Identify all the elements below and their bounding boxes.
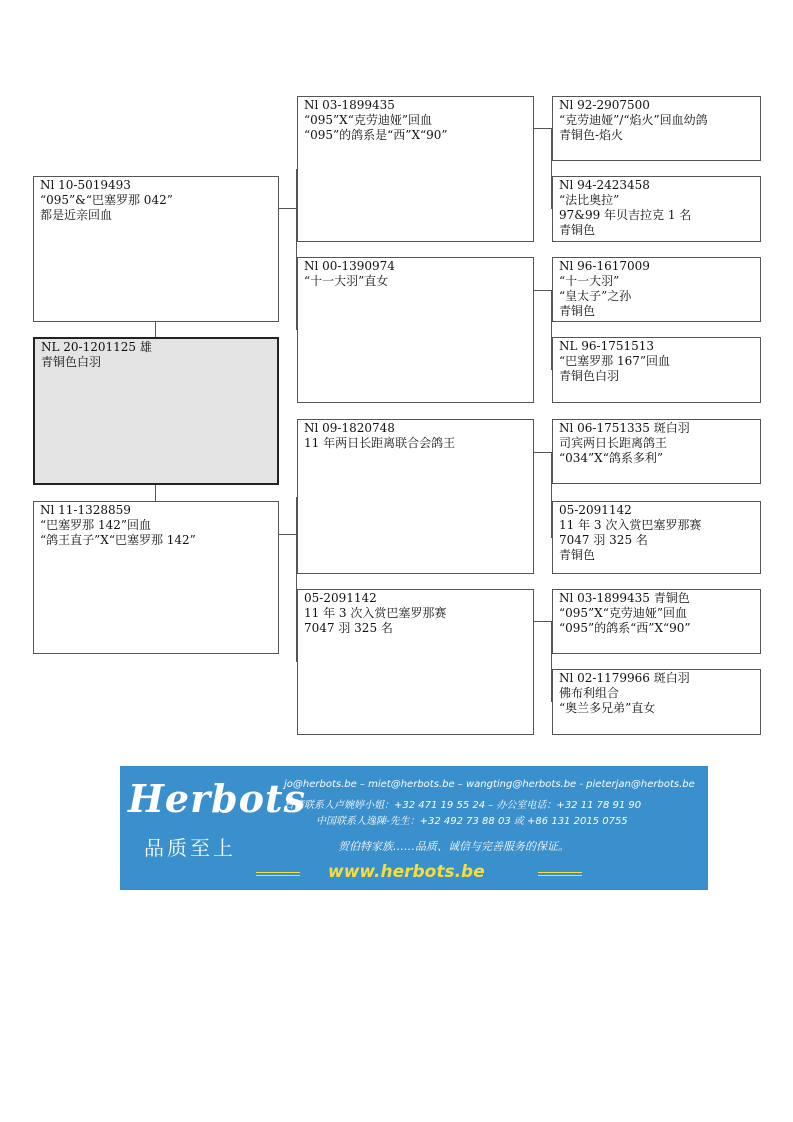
sd-line2: “十一大羽”直女: [304, 274, 389, 288]
dd-line2: 11 年 3 次入赏巴塞罗那赛: [304, 606, 447, 620]
dd-ring: 05-2091142: [304, 591, 377, 605]
connector-dd-h: [534, 621, 552, 622]
ss-line2: “095”X“克劳迪娅”回血: [304, 113, 432, 127]
sss-ring: Nl 92-2907500: [559, 98, 650, 112]
dds-line2: “095”X“克劳迪娅”回血: [559, 606, 687, 620]
dss-line3: “034”X“鸽系多利”: [559, 451, 663, 465]
banner-tagline: 贺伯特家族……品质、诚信与完善服务的保证。: [338, 840, 569, 853]
dds-ring: Nl 03-1899435 青铜色: [559, 591, 690, 605]
ddd-ring: Nl 02-1179966 斑白羽: [559, 671, 690, 685]
dds-box: [552, 589, 761, 654]
ss-line3: “095”的鸽系是“西”X“90”: [304, 128, 448, 142]
connector-sd-h: [534, 290, 552, 291]
ssd-ring: Nl 94-2423458: [559, 178, 650, 192]
dd-line3: 7047 羽 325 名: [304, 621, 393, 635]
ss-ring: Nl 03-1899435: [304, 98, 395, 112]
dam-line2: “巴塞罗那 142”回血: [40, 518, 151, 532]
sds-line3: “皇太子”之孙: [559, 289, 632, 303]
connector-sire-v: [296, 169, 297, 330]
sss-line3: 青铜色-焰火: [559, 128, 624, 142]
connector-sire-subject: [155, 322, 156, 337]
connector-ss-v: [551, 128, 552, 209]
banner-slogan: 品质至上: [144, 836, 236, 860]
herbots-logo: Herbots: [128, 776, 306, 821]
dam-ring: Nl 11-1328859: [40, 503, 131, 517]
ddd-line2: 佛布利组合: [559, 686, 620, 700]
connector-dam-h: [279, 534, 297, 535]
ssd-box: [552, 176, 761, 242]
sire-dam-box: [297, 257, 534, 403]
banner-contact-tw: 台湾联系人卢婉婷小姐：+32 471 19 55 24 – 办公室电话：+32 11 78 91 90: [284, 800, 642, 811]
sire-ring: Nl 10-5019493: [40, 178, 131, 192]
sire-box: [33, 176, 279, 322]
sdd-line3: 青铜色白羽: [559, 369, 620, 383]
dam-box: [33, 501, 279, 654]
ddd-line3: “奥兰多兄弟”直女: [559, 701, 656, 715]
sss-box: [552, 96, 761, 161]
banner-contact-cn: 中国联系人逸陳-先生：+32 492 73 88 03 或 +86 131 2015 0755: [316, 816, 628, 827]
deco-line-right: [538, 872, 582, 876]
sd-ring: Nl 00-1390974: [304, 259, 395, 273]
dss-box: [552, 419, 761, 484]
sire-line3: 都是近亲回血: [40, 208, 113, 222]
sds-ring: Nl 96-1617009: [559, 259, 650, 273]
ds-ring: Nl 09-1820748: [304, 421, 395, 435]
dsd-line2: 11 年 3 次入赏巴塞罗那赛: [559, 518, 702, 532]
ssd-line3: 97&99 年贝吉拉克 1 名: [559, 208, 692, 222]
connector-ds-v: [551, 452, 552, 538]
subject-ring: NL 20-1201125 雄: [41, 340, 152, 354]
sire-sire-box: [297, 96, 534, 242]
sds-box: [552, 257, 761, 322]
ds-line2: 11 年两日长距离联合会鸽王: [304, 436, 456, 450]
sdd-line2: “巴塞罗那 167”回血: [559, 354, 670, 368]
sds-line4: 青铜色: [559, 304, 596, 318]
dss-ring: Nl 06-1751335 斑白羽: [559, 421, 690, 435]
sdd-ring: NL 96-1751513: [559, 339, 655, 353]
dsd-ring: 05-2091142: [559, 503, 632, 517]
subject-line2: 青铜色白羽: [41, 355, 102, 369]
dam-sire-box: [297, 419, 534, 574]
ssd-line4: 青铜色: [559, 223, 596, 237]
deco-line-left: [256, 872, 300, 876]
dds-line3: “095”的鸽系“西”X“90”: [559, 621, 691, 635]
connector-sd-v: [551, 290, 552, 370]
ddd-box: [552, 669, 761, 735]
dam-line3: “鸽王直子”X“巴塞罗那 142”: [40, 533, 196, 547]
banner-url: www.herbots.be: [328, 862, 485, 882]
connector-subject-dam: [155, 485, 156, 501]
connector-ds-h: [534, 452, 552, 453]
subject-box: [33, 337, 279, 485]
dsd-box: [552, 501, 761, 574]
herbots-banner: [120, 766, 708, 890]
connector-ss-h: [534, 128, 552, 129]
dsd-line4: 青铜色: [559, 548, 596, 562]
connector-dam-v: [296, 497, 297, 662]
connector-dd-v: [551, 621, 552, 702]
sire-line2: “095”&“巴塞罗那 042”: [40, 193, 173, 207]
connector-sire-h: [279, 208, 297, 209]
dam-dam-box: [297, 589, 534, 735]
dss-line2: 司宾两日长距离鸽王: [559, 436, 668, 450]
sss-line2: “克劳迪娅”/“焰火”回血幼鸽: [559, 113, 708, 127]
banner-emails: jo@herbots.be – miet@herbots.be – wangting@herbots.be - pieterjan@herbots.be: [284, 779, 695, 790]
ssd-line2: “法比奥拉”: [559, 193, 620, 207]
sdd-box: [552, 337, 761, 403]
dsd-line3: 7047 羽 325 名: [559, 533, 648, 547]
sds-line2: “十一大羽”: [559, 274, 620, 288]
